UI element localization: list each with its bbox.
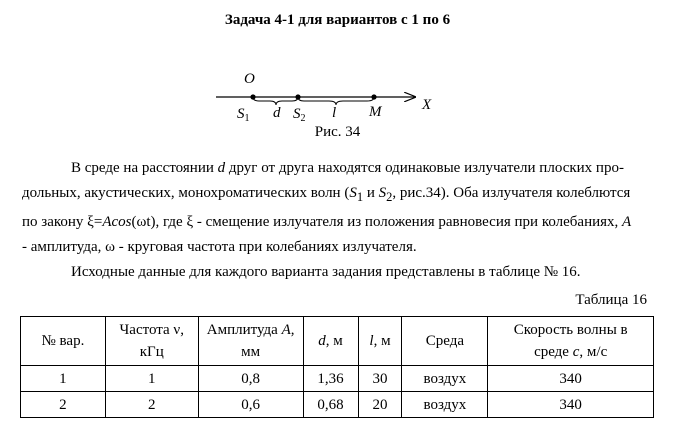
header-medium: Среда xyxy=(402,317,488,366)
cell-d: 1,36 xyxy=(303,366,358,392)
cell-variant: 1 xyxy=(21,366,106,392)
header-frequency: Частота ν, кГц xyxy=(105,317,198,366)
text-line-5: Исходные данные для каждого варианта задания представлены в таблице № 16. xyxy=(71,264,581,280)
cell-frequency: 2 xyxy=(105,392,198,418)
figure-caption: Рис. 34 xyxy=(314,124,361,140)
header-d: d, м xyxy=(303,317,358,366)
label-m: M xyxy=(369,104,382,120)
table-label: Таблица 16 xyxy=(575,292,647,308)
label-s2: $S_2$ xyxy=(293,106,306,124)
cell-frequency: 1 xyxy=(105,366,198,392)
header-speed: Скорость волны в среде c, м/с xyxy=(488,317,654,366)
label-s1: $S_1$ xyxy=(237,106,250,124)
text-line-4: - амплитуда, ω - круговая частота при колебаниях излучателя. xyxy=(22,239,417,255)
label-x: X xyxy=(422,97,432,113)
header-l: l, м xyxy=(358,317,402,366)
cell-l: 20 xyxy=(358,392,402,418)
cell-medium: воздух xyxy=(402,366,488,392)
table-header-row xyxy=(21,317,654,366)
cell-speed: 340 xyxy=(488,392,654,418)
table-row xyxy=(21,366,654,392)
figure-34 xyxy=(0,0,675,124)
data-table xyxy=(20,316,654,418)
problem-text xyxy=(22,156,654,285)
cell-speed: 340 xyxy=(488,366,654,392)
text-line-3: по закону ξ=Acos(ωt), где ξ - смещение излучателя из положения равновесия при колебаниях, A xyxy=(22,214,632,230)
cell-d: 0,68 xyxy=(303,392,358,418)
label-l: l xyxy=(332,105,337,121)
text-line-1: В среде на расстоянии d друг от друга находятся одинаковые излучатели плоских про- xyxy=(71,160,624,176)
page-title: Задача 4-1 для вариантов с 1 по 6 xyxy=(224,12,451,28)
cell-variant: 2 xyxy=(21,392,106,418)
text-line-2: дольных, акустических, монохроматических волн ($S_1$ и $S_2$, рис.34). Оба излучателя колеблются xyxy=(22,185,631,204)
cell-medium: воздух xyxy=(402,392,488,418)
header-variant: № вар. xyxy=(21,317,106,366)
label-o: O xyxy=(244,71,255,87)
brace-d xyxy=(253,97,298,105)
brace-l xyxy=(298,97,374,105)
header-amplitude: Амплитуда A, мм xyxy=(198,317,303,366)
cell-l: 30 xyxy=(358,366,402,392)
cell-amplitude: 0,8 xyxy=(198,366,303,392)
table-row xyxy=(21,392,654,418)
cell-amplitude: 0,6 xyxy=(198,392,303,418)
label-d: d xyxy=(273,105,281,121)
